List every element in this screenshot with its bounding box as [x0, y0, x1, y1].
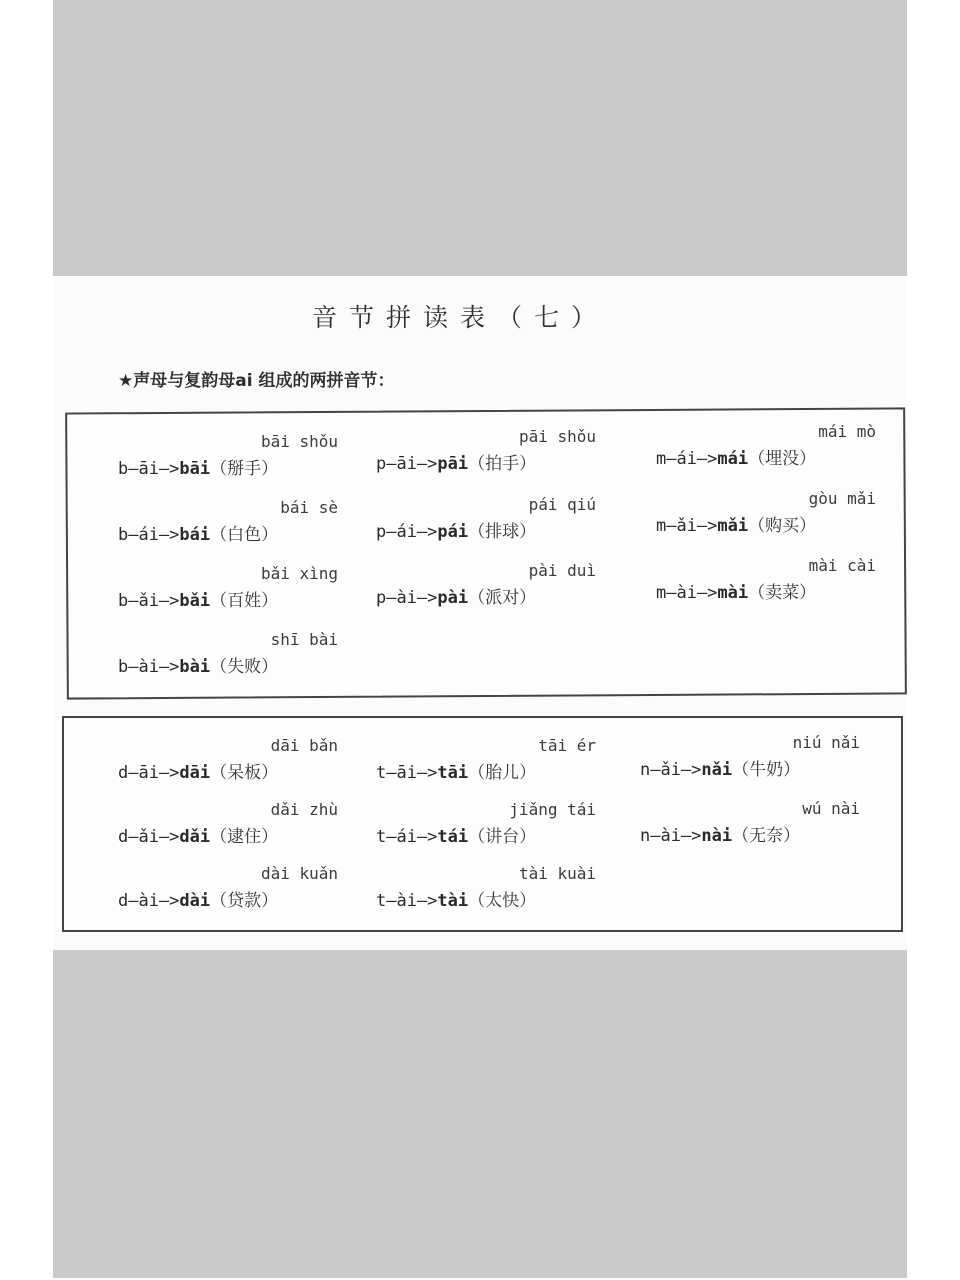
syllable-entry: [656, 554, 896, 608]
syllable-entry: [118, 862, 358, 916]
syllable-entry: [118, 734, 358, 788]
syllable-entry: [118, 628, 358, 682]
pinyin-label: niú nǎi: [792, 733, 860, 752]
pinyin-label: bāi shǒu: [260, 432, 338, 451]
pinyin-label: mái mò: [818, 422, 876, 441]
spelling-formula: t—ái—>tái（讲台）: [376, 827, 537, 847]
spelling-formula: d—āi—>dāi（呆板）: [118, 763, 279, 783]
syllable-entry: [656, 420, 896, 474]
section-subtitle: ★声母与复韵母ai 组成的两拼音节：: [118, 371, 395, 391]
pinyin-label: wú nài: [802, 799, 860, 818]
syllable-entry: [656, 487, 896, 541]
syllable-entry: [118, 430, 358, 484]
pinyin-label: tāi ér: [538, 736, 596, 755]
pinyin-label: pāi shǒu: [518, 427, 596, 446]
syllable-entry: [640, 797, 880, 851]
spelling-formula: b—ái—>bái（白色）: [118, 525, 279, 545]
pinyin-label: bǎi xìng: [260, 564, 338, 583]
spelling-formula: n—ài—>nài（无奈）: [640, 826, 801, 846]
syllable-entry: [118, 496, 358, 550]
pinyin-label: pái qiú: [528, 495, 596, 514]
spelling-formula: d—ǎi—>dǎi（逮住）: [118, 827, 279, 847]
pinyin-label: tài kuài: [518, 864, 596, 883]
spelling-formula: t—ài—>tài（太快）: [376, 891, 537, 911]
bottom-gray-margin: [53, 950, 907, 1278]
spelling-formula: b—ǎi—>bǎi（百姓）: [118, 591, 279, 611]
pinyin-label: dài kuǎn: [260, 864, 338, 883]
syllable-entry: [640, 731, 880, 785]
spelling-formula: n—ǎi—>nǎi（牛奶）: [640, 760, 801, 780]
pinyin-label: mài cài: [808, 556, 876, 575]
syllable-entry: [376, 798, 616, 852]
pinyin-label: gòu mǎi: [808, 489, 876, 508]
pinyin-label: bái sè: [280, 498, 338, 517]
spelling-formula: d—ài—>dài（贷款）: [118, 891, 279, 911]
syllable-entry: [376, 493, 616, 547]
page-title: 音节拼读表（七）: [312, 303, 609, 332]
syllable-entry: [118, 562, 358, 616]
syllable-entry: [376, 734, 616, 788]
syllable-entry: [376, 559, 616, 613]
pinyin-label: pài duì: [528, 561, 596, 580]
spelling-formula: p—ái—>pái（排球）: [376, 522, 537, 542]
spelling-formula: m—ǎi—>mǎi（购买）: [656, 516, 817, 536]
syllable-entry: [376, 862, 616, 916]
top-gray-margin: [53, 0, 907, 276]
pinyin-label: dǎi zhù: [270, 800, 338, 819]
spelling-formula: p—āi—>pāi（拍手）: [376, 454, 537, 474]
spelling-formula: m—ài—>mài（卖菜）: [656, 583, 817, 603]
pinyin-label: dāi bǎn: [270, 736, 338, 755]
spelling-formula: m—ái—>mái（埋没）: [656, 449, 817, 469]
pinyin-label: shī bài: [270, 630, 338, 649]
spelling-formula: t—āi—>tāi（胎儿）: [376, 763, 537, 783]
pinyin-label: jiǎng tái: [509, 800, 596, 819]
spelling-formula: b—āi—>bāi（掰手）: [118, 459, 279, 479]
syllable-entry: [376, 425, 616, 479]
syllable-entry: [118, 798, 358, 852]
spelling-formula: p—ài—>pài（派对）: [376, 588, 537, 608]
spelling-formula: b—ài—>bài（失败）: [118, 657, 279, 677]
